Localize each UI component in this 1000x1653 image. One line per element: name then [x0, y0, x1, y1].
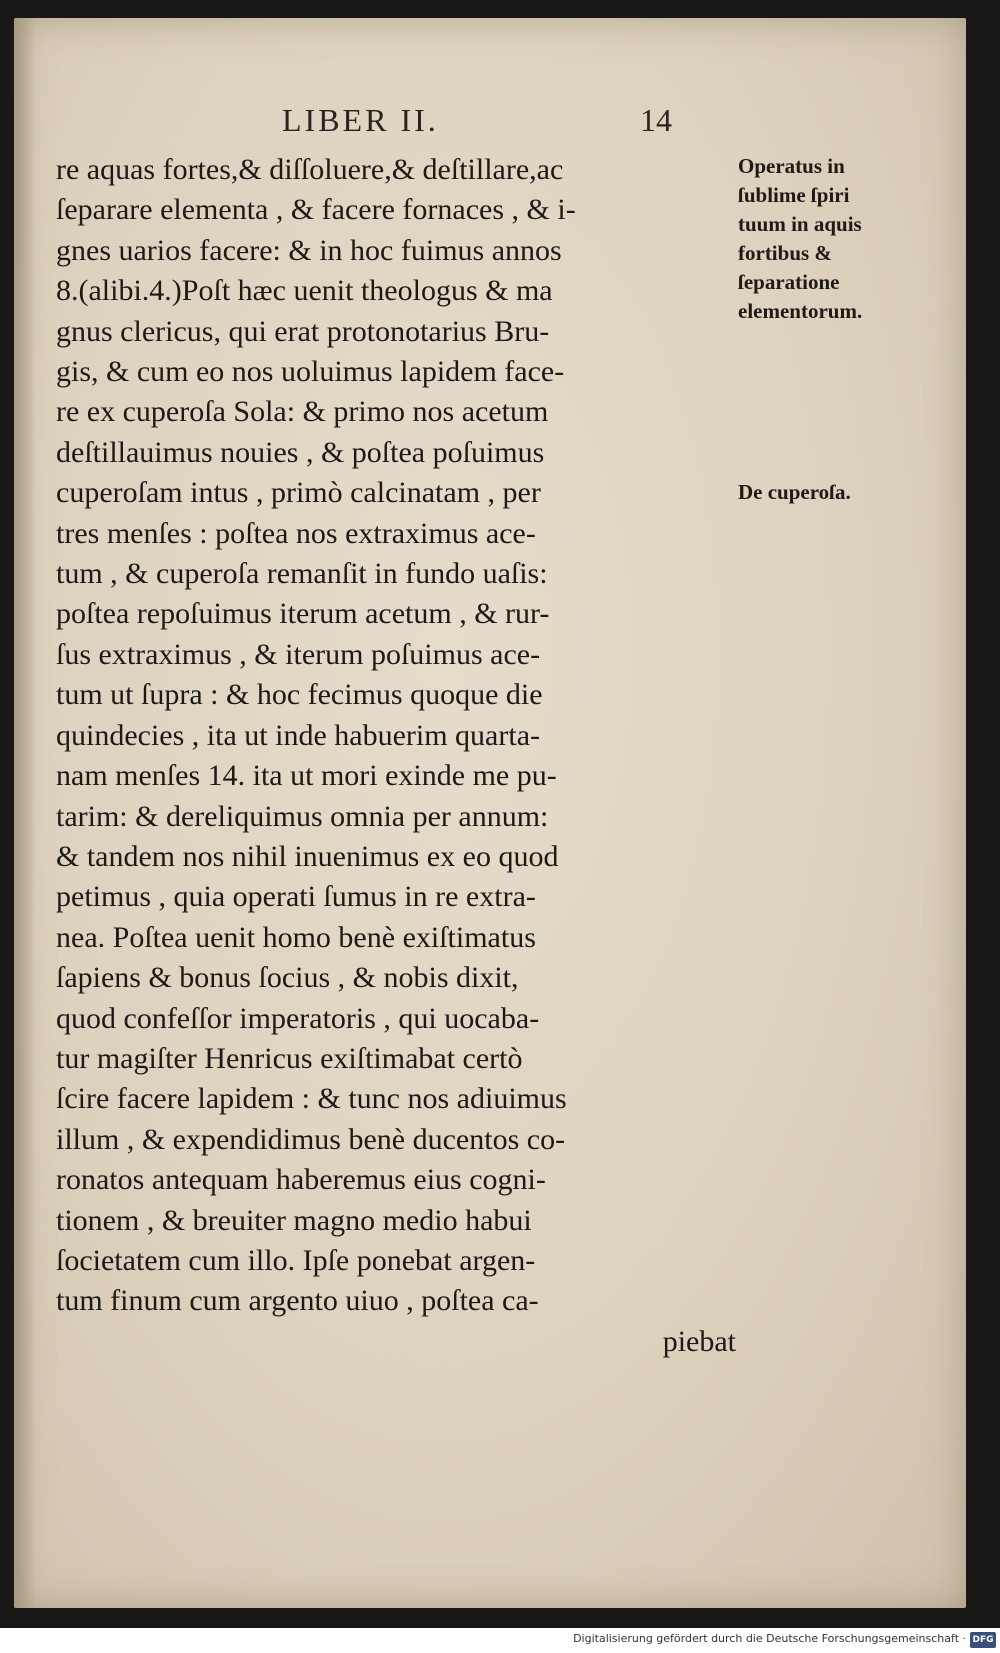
- marginal-note-line: De cuperoſa.: [738, 480, 851, 504]
- text-line: ronatos antequam haberemus eius cogni-: [56, 1163, 546, 1197]
- text-line: nam menſes 14. ita ut mori exinde me pu-: [56, 759, 557, 793]
- text-line: tum , & cuperoſa remanſit in fundo uaſis:: [56, 557, 548, 591]
- funding-credit: Digitalisierung gefördert durch die Deutsche Forschungsgemeinschaft ·: [573, 1632, 966, 1645]
- marginal-note-operatus: [738, 152, 862, 326]
- text-line: ſeparare elementa , & facere fornaces , & i-: [56, 193, 576, 227]
- page-gutter-shadow: [14, 18, 36, 1608]
- text-line: gis, & cum eo nos uoluimus lapidem face-: [56, 355, 565, 389]
- text-line: ſcire facere lapidem : & tunc nos adiuimus: [56, 1082, 567, 1116]
- text-line: tarim: & dereliquimus omnia per annum:: [56, 799, 549, 833]
- text-line: tum ut ſupra : & hoc fecimus quoque die: [56, 678, 543, 712]
- text-line: tum finum cum argento uiuo , poſtea ca-: [56, 1284, 539, 1318]
- running-head-title: LIBER II.: [282, 102, 439, 138]
- text-line: ſapiens & bonus ſocius , & nobis dixit,: [56, 961, 519, 995]
- text-line: re ex cuperoſa Sola: & primo nos acetum: [56, 395, 549, 429]
- main-text-block: [56, 150, 736, 1362]
- text-line: poſtea repoſuimus iterum acetum , & rur-: [56, 597, 550, 631]
- text-line: gnus clericus, qui erat protonotarius Bru-: [56, 314, 550, 348]
- text-line: tres menſes : poſtea nos extraximus ace-: [56, 516, 536, 550]
- text-line: tur magiſter Henricus exiſtimabat certò: [56, 1041, 523, 1075]
- text-line: illum , & expendidimus benè ducentos co-: [56, 1122, 566, 1156]
- text-line: nea. Poſtea uenit homo benè exiſtimatus: [56, 920, 536, 954]
- marginal-note-line: ſeparatione: [738, 270, 840, 294]
- marginal-note-cuperosa: [738, 478, 851, 507]
- text-line: 8.(alibi.4.)Poſt hæc uenit theologus & ma: [56, 274, 553, 308]
- catchword: piebat: [662, 1324, 736, 1358]
- marginal-note-line: tuum in aquis: [738, 212, 862, 236]
- page-number: 14: [640, 102, 672, 138]
- text-line: quod confeſſor imperatoris , qui uocaba-: [56, 1001, 540, 1035]
- text-line: quindecies , ita ut inde habuerim quarta-: [56, 718, 540, 752]
- dfg-logo: DFG: [970, 1632, 996, 1648]
- text-line: petimus , quia operati ſumus in re extra-: [56, 880, 536, 914]
- text-line: gnes uarios facere: & in hoc fuimus annos: [56, 233, 562, 267]
- text-line: re aquas fortes,& diſſoluere,& deſtillare,ac: [56, 153, 564, 186]
- text-line: & tandem nos nihil inuenimus ex eo quod: [56, 839, 559, 873]
- text-line: deſtillauimus nouies , & poſtea poſuimus: [56, 435, 545, 469]
- marginal-note-line: fortibus &: [738, 241, 832, 265]
- text-line: ſus extraximus , & iterum poſuimus ace-: [56, 637, 541, 671]
- running-head: [270, 102, 690, 150]
- text-line: tionem , & breuiter magno medio habui: [56, 1203, 532, 1237]
- text-line: ſocietatem cum illo. Ipſe ponebat argen-: [56, 1243, 536, 1277]
- marginal-note-line: ſublime ſpiri: [738, 183, 850, 207]
- marginal-note-line: elementorum.: [738, 299, 863, 323]
- digitization-footer: [0, 1628, 1000, 1653]
- text-line: cuperoſam intus , primò calcinatam , per: [56, 476, 541, 510]
- marginal-note-line: Operatus in: [738, 154, 845, 178]
